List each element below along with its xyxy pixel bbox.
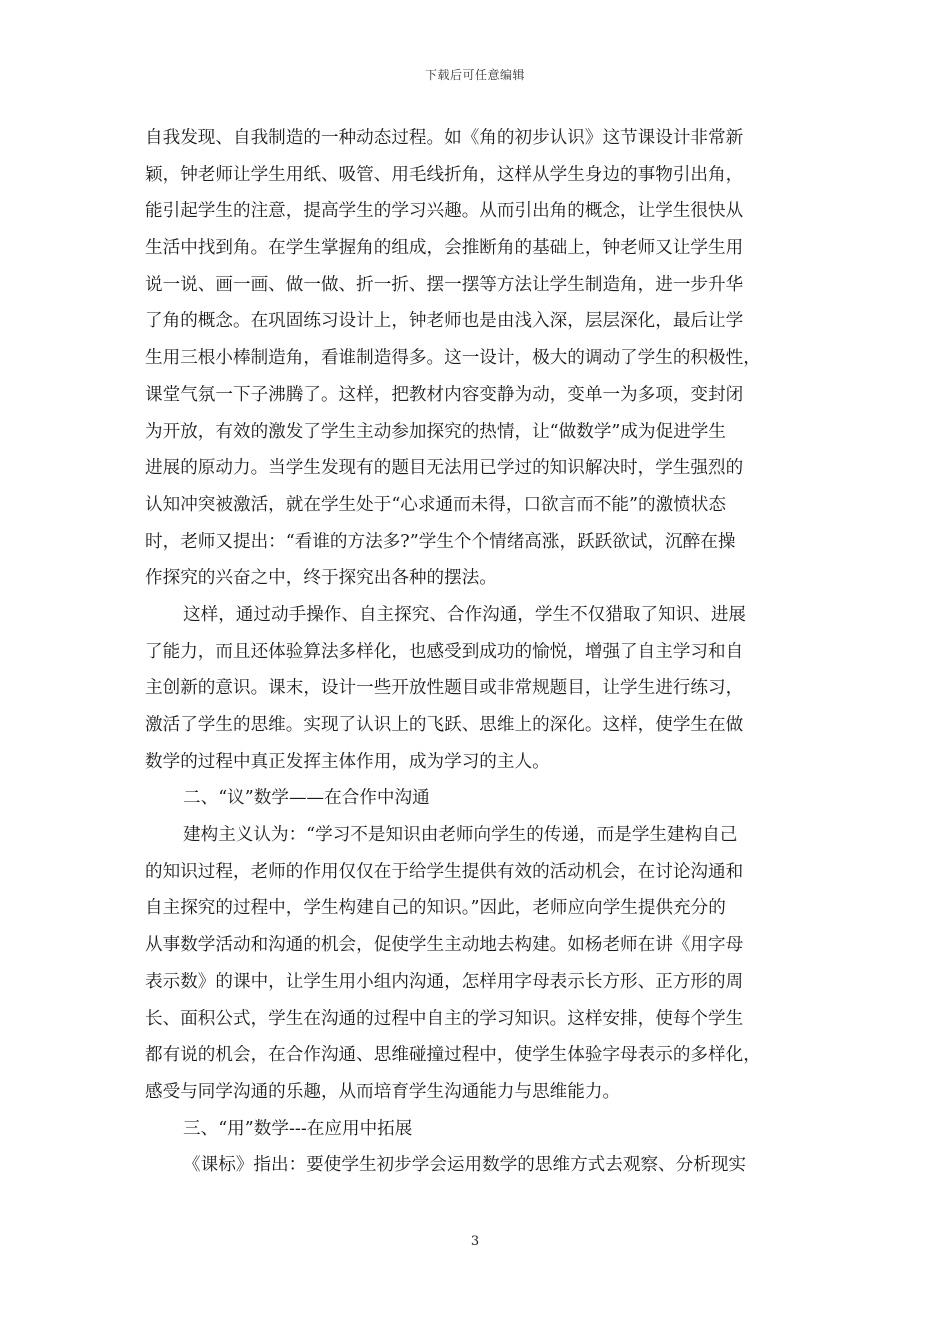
text-line: 课堂气氛一下子沸腾了。这样，把教材内容变静为动，变单一为多项，变封闭: [145, 384, 744, 405]
text-line: 激活了学生的思维。实现了认识上的飞跃、思维上的深化。这样，使学生在做: [145, 715, 744, 735]
text-line: 说一说、画一画、做一做、折一折、摆一摆等方法让学生制造角，进一步升华: [145, 274, 744, 295]
document-body: [145, 120, 810, 1184]
text-line: 从事数学活动和沟通的机会，促使学生主动地去构建。如杨老师在讲《用字母: [145, 935, 744, 956]
text-line: 的知识过程，老师的作用仅仅在于给学生提供有效的活动机会，在讨论沟通和: [145, 861, 744, 882]
text-line: 自主探究的过程中，学生构建自己的知识。”因此，老师应向学生提供充分的: [145, 898, 726, 919]
text-line: 表示数》的课中，让学生用小组内沟通，怎样用字母表示长方形、正方形的周: [145, 971, 744, 992]
text-line: 自我发现、自我制造的一种动态过程。如《角的初步认识》这节课设计非常新: [145, 128, 744, 148]
heading-text: 二、“议”数学——在合作中沟通: [183, 788, 430, 809]
text-line: 生活中找到角。在学生掌握角的组成，会推断角的基础上，钟老师又让学生用: [145, 238, 744, 259]
page-number: 3: [470, 1234, 480, 1249]
text-line: 这样，通过动手操作、自主探究、合作沟通，学生不仅猎取了知识、进展: [183, 604, 747, 625]
section-heading-2: [145, 780, 810, 817]
paragraph-2: [145, 597, 810, 780]
text-line: 主创新的意识。课末，设计一些开放性题目或非常规题目，让学生进行练习，: [145, 678, 744, 699]
text-line: 时，老师又提出：“看谁的方法多?”学生个个情绪高涨，跃跃欲试，沉醉在操: [145, 531, 736, 552]
text-line: 认知冲突被激活，就在学生处于“心求通而未得，口欲言而不能”的激愤状态: [145, 494, 726, 515]
page-header: 下载后可任意编辑: [424, 68, 525, 82]
text-line: 进展的原动力。当学生发现有的题目无法用已学过的知识解决时，学生强烈的: [145, 458, 744, 479]
text-line: 能引起学生的注意，提高学生的学习兴趣。从而引出角的概念，让学生很快从: [145, 201, 744, 222]
text-line: 为开放，有效的激发了学生主动参加探究的热情，让“做数学”成为促进学生: [145, 421, 726, 442]
text-line: 长、面积公式，学生在沟通的过程中自主的学习知识。这样安排，使每个学生: [145, 1008, 744, 1029]
section-heading-3: [145, 1111, 810, 1148]
text-line: 感受与同学沟通的乐趣，从而培育学生沟通能力与思维能力。: [145, 1081, 621, 1102]
heading-text: 三、“用”数学---在应用中拓展: [183, 1118, 413, 1139]
paragraph-4: [145, 1147, 810, 1184]
text-line: 生用三根小棒制造角，看谁制造得多。这一设计，极大的调动了学生的积极性，: [145, 348, 761, 369]
text-line: 了角的概念。在巩固练习设计上，钟老师也是由浅入深，层层深化，最后让学: [145, 311, 744, 332]
text-line: 颖，钟老师让学生用纸、吸管、用毛线折角，这样从学生身边的事物引出角，: [145, 164, 744, 185]
paragraph-1: [145, 120, 810, 597]
text-line: 都有说的机会，在合作沟通、思维碰撞过程中，使学生体验字母表示的多样化，: [145, 1045, 761, 1066]
text-line: 了能力，而且还体验算法多样化，也感受到成功的愉悦，增强了自主学习和自: [145, 641, 744, 662]
paragraph-3: [145, 817, 810, 1111]
text-line: 作探究的兴奋之中，终于探究出各种的摆法。: [145, 568, 497, 589]
text-line: 《课标》指出：要使学生初步学会运用数学的思维方式去观察、分析现实: [183, 1155, 747, 1176]
text-line: 数学的过程中真正发挥主体作用，成为学习的主人。: [145, 751, 550, 772]
text-line: 建构主义认为：“学习不是知识由老师向学生的传递，而是学生建构自己: [183, 825, 738, 846]
